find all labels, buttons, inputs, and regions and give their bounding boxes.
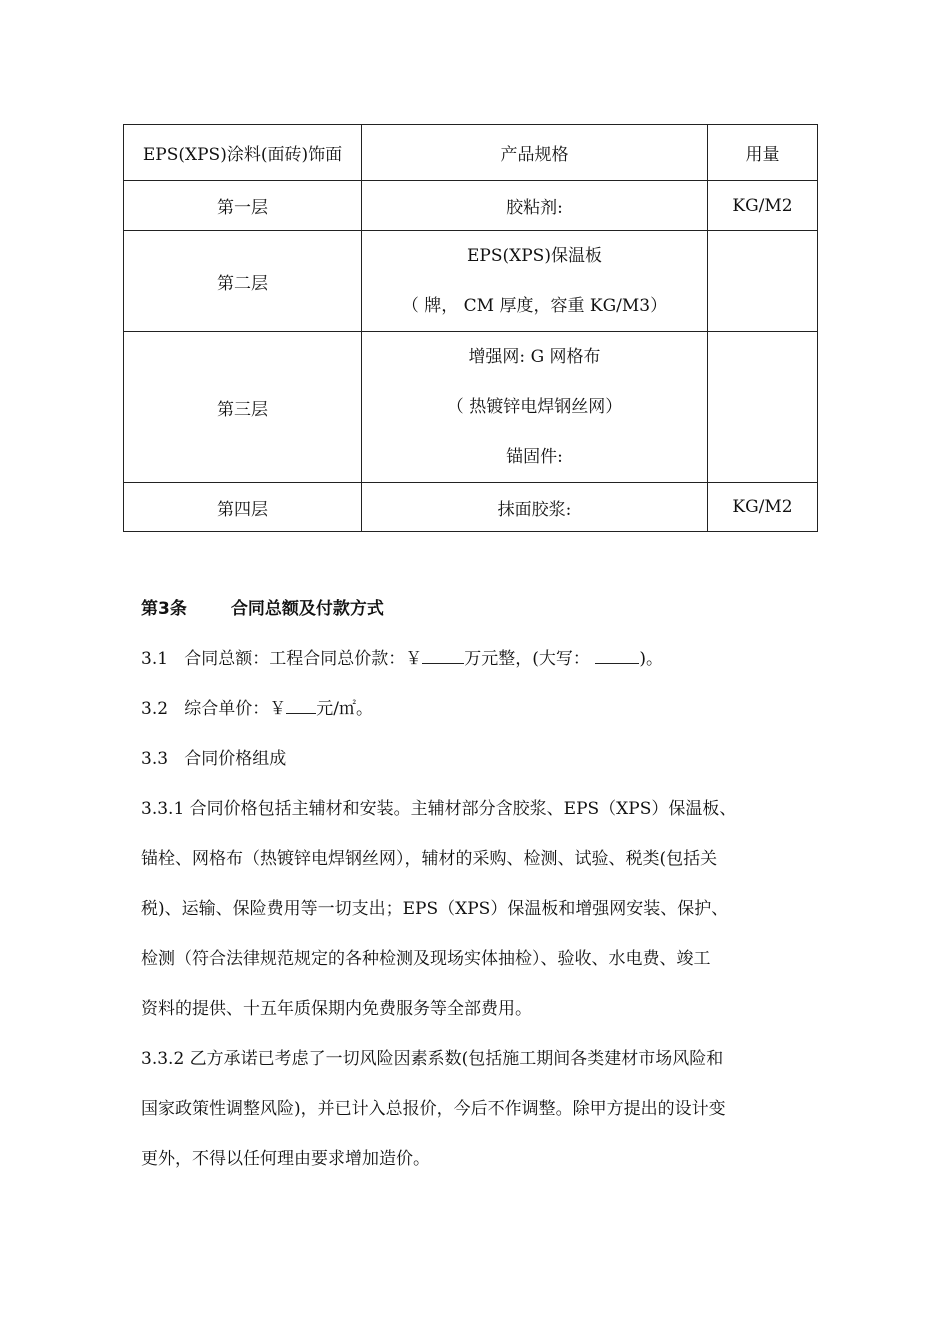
spec-cell bbox=[362, 332, 708, 483]
paragraph-line: 资料的提供、十五年质保期内免费服务等全部费用。 bbox=[141, 999, 532, 1019]
clause-number: 3.3 bbox=[141, 749, 169, 769]
clause-text: 综合单价：￥ bbox=[184, 699, 287, 719]
amount-blank bbox=[422, 645, 464, 664]
clause-text: 合同总额：工程合同总价款：￥ bbox=[184, 649, 423, 669]
clause-text: 万元整，(大写： bbox=[464, 649, 590, 669]
usage-cell bbox=[708, 231, 818, 332]
spec-cell bbox=[362, 483, 708, 532]
table-row bbox=[124, 483, 818, 532]
header-cell-usage: 用量 bbox=[708, 125, 818, 181]
usage-cell: KG/M2 bbox=[708, 181, 818, 231]
spec-line: 锚固件: bbox=[506, 447, 563, 467]
table-row bbox=[124, 181, 818, 231]
article-title: 合同总额及付款方式 bbox=[230, 599, 384, 619]
paragraph-line: 锚栓、网格布（热镀锌电焊钢丝网），辅材的采购、检测、试验、税类(包括关 bbox=[141, 849, 718, 869]
clause-3-3-2 bbox=[141, 1042, 821, 1192]
clause-number: 3.2 bbox=[141, 699, 169, 719]
spec-line: （ 热镀锌电焊钢丝网） bbox=[446, 397, 623, 417]
layer-cell: 第一层 bbox=[124, 181, 362, 231]
clause-3-3 bbox=[141, 742, 821, 792]
spec-line: 抹面胶浆: bbox=[497, 499, 572, 520]
paragraph-line: 3.3.2 乙方承诺已考虑了一切风险因素系数(包括施工期间各类建材市场风险和 bbox=[141, 1049, 724, 1069]
layer-cell: 第二层 bbox=[124, 231, 362, 332]
header-cell-spec: 产品规格 bbox=[362, 125, 708, 181]
clause-3-3-1 bbox=[141, 792, 821, 1042]
clause-3-2 bbox=[141, 692, 821, 742]
table-header-row bbox=[124, 125, 818, 181]
paragraph-line: 税)、运输、保险费用等一切支出；EPS（XPS）保温板和增强网安装、保护、 bbox=[141, 899, 729, 919]
spec-line: （ 牌， CM 厚度，容重 KG/M3） bbox=[401, 296, 668, 316]
paragraph-line: 3.3.1 合同价格包括主辅材和安装。主辅材部分含胶浆、EPS（XPS）保温板、 bbox=[141, 799, 737, 819]
usage-cell: KG/M2 bbox=[708, 483, 818, 532]
paragraph-line: 更外，不得以任何理由要求增加造价。 bbox=[141, 1149, 430, 1169]
paragraph-line: 检测（符合法律规范规定的各种检测及现场实体抽检）、验收、水电费、竣工 bbox=[141, 949, 711, 969]
table-row bbox=[124, 231, 818, 332]
spec-line: EPS(XPS)保温板 bbox=[467, 246, 602, 266]
article-number: 第3条 bbox=[141, 599, 187, 619]
paragraph-line: 国家政策性调整风险)，并已计入总报价，今后不作调整。除甲方提出的设计变 bbox=[141, 1099, 726, 1119]
table-row bbox=[124, 332, 818, 483]
spec-line: 胶粘剂: bbox=[506, 198, 563, 218]
clause-text: 合同价格组成 bbox=[184, 749, 287, 769]
clause-text: 元/㎡。 bbox=[316, 699, 373, 719]
layer-cell: 第三层 bbox=[124, 332, 362, 483]
spec-cell bbox=[362, 181, 708, 231]
header-cell-finish: EPS(XPS)涂料(面砖)饰面 bbox=[124, 125, 362, 181]
amount-words-blank bbox=[595, 645, 639, 664]
layer-cell: 第四层 bbox=[124, 483, 362, 532]
usage-cell bbox=[708, 332, 818, 483]
unit-price-blank bbox=[286, 695, 316, 714]
material-spec-table bbox=[123, 124, 818, 532]
spec-cell bbox=[362, 231, 708, 332]
clause-3-1 bbox=[141, 642, 821, 692]
article-3-section bbox=[141, 592, 821, 1192]
article-heading bbox=[141, 592, 821, 642]
clause-number: 3.1 bbox=[141, 649, 169, 669]
spec-line: 增强网: G 网格布 bbox=[468, 347, 601, 367]
clause-text: )。 bbox=[639, 649, 663, 669]
